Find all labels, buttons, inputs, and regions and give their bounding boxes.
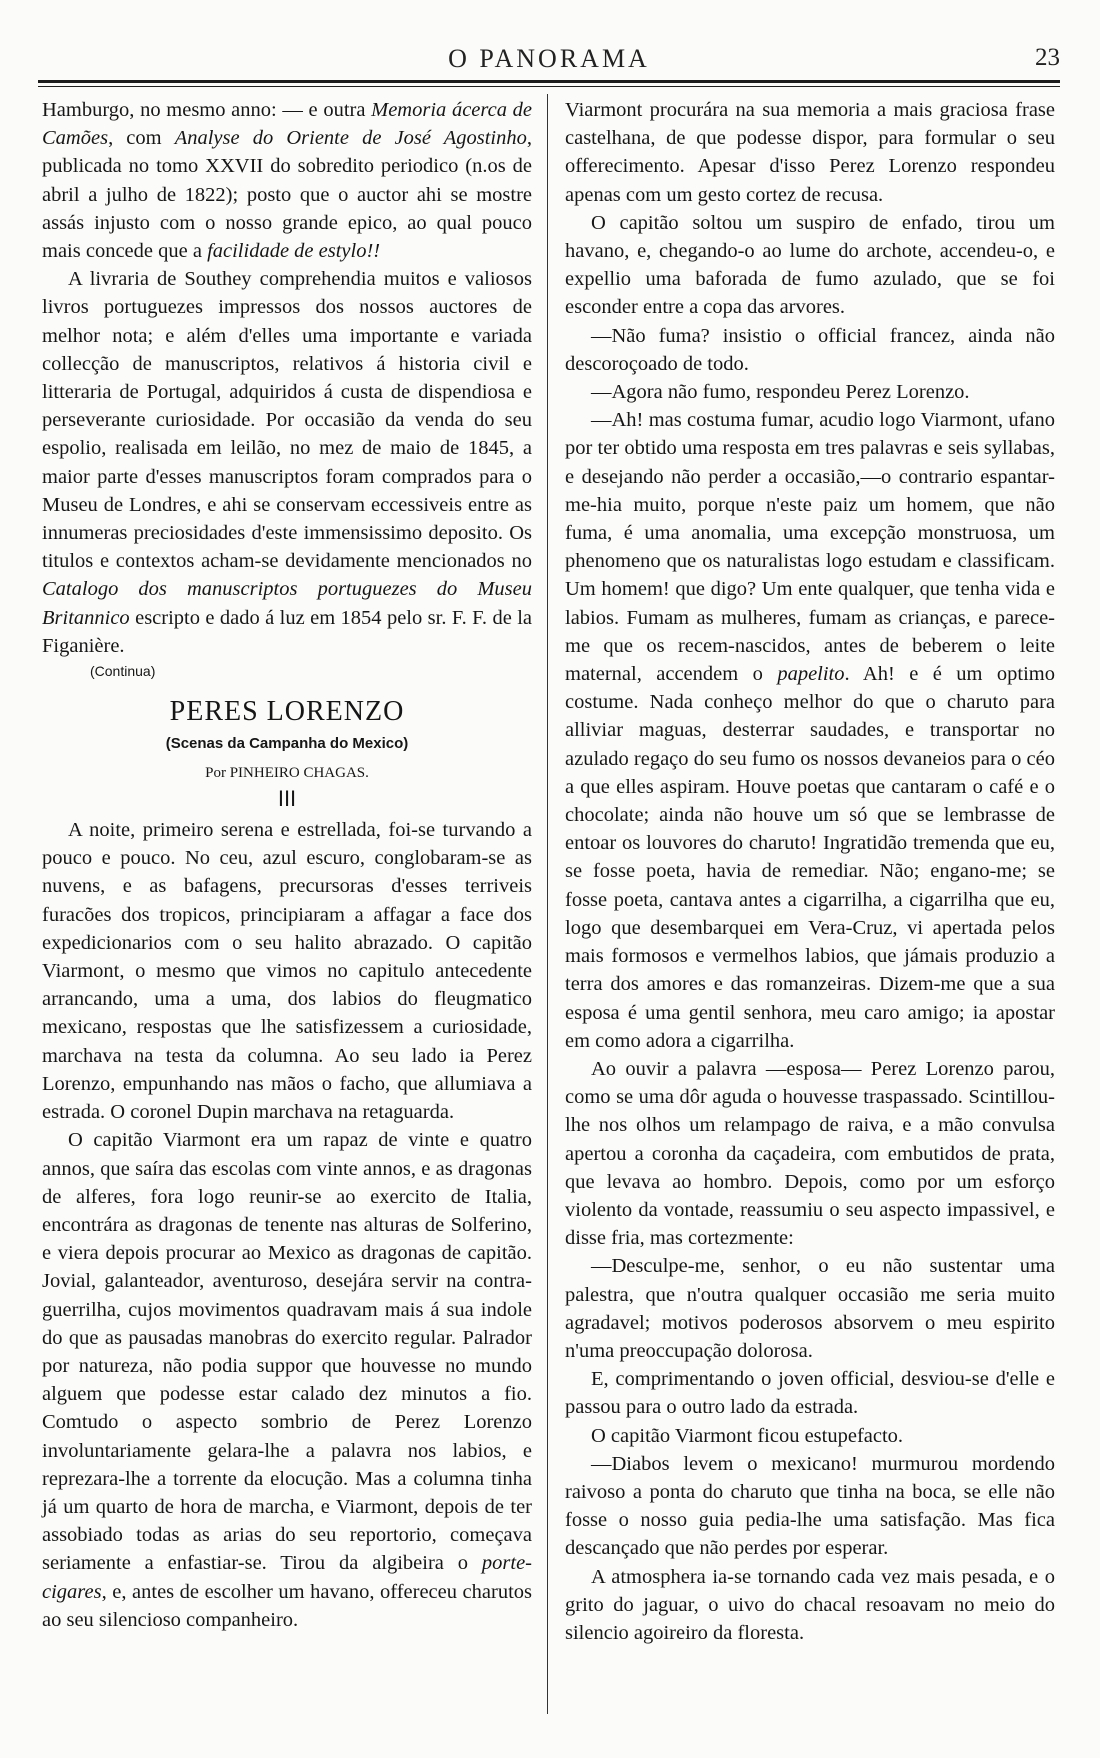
italic-title: Analyse do Oriente de José Agostinho	[174, 127, 527, 150]
column-divider	[547, 94, 548, 1714]
italic-word: papelito	[777, 663, 845, 686]
article-author: Por PINHEIRO CHAGAS.	[205, 765, 369, 782]
paragraph: Hamburgo, no mesmo anno: — e outra Memoria ácerca de Camões, com Analyse do Oriente de José Agostinho, publicada no tomo XXVII do sobredito periodico (n.os de abril a julho de 1822); posto que o auctor ahi se mostre assás injusto com o nosso grande epico, ao qual pouco mais concede que a facilidade de estylo!!	[42, 99, 532, 263]
paragraph: —Diabos levem o mexicano! murmurou mordendo raivoso a ponta do charuto que tinha na boca, se elle não fosse o nosso guia pedia-lhe uma satisfação. Mas fica descançado que não perdes por esperar.	[565, 1452, 1055, 1560]
page-header	[38, 38, 1060, 78]
page-number: 23	[1035, 44, 1060, 71]
paragraph: A livraria de Southey comprehendia muitos e valiosos livros portuguezes impressos dos nossos auctores de melhor nota; e além d'elles uma importante e variada collecção de manuscriptos, relativos á historia civil e litteraria de Portugal, adquiridos á custa de dispendiosa e perseverante curiosidade. Por occasião da venda do seu espolio, realisada em leilão, no mez de maio de 1845, a maior parte d'esses manuscriptos foram comprados para o Museu de Londres, e ahi se conservam eccessiveis entre as innumeras preciosidades d'este immensissimo deposito. Os titulos e contextos acham-se devidamente mencionados no Catalogo dos manuscriptos portuguezes do Museu Britannico escripto e dado á luz em 1854 pelo sr. F. F. de la Figanière.	[42, 268, 532, 657]
paragraph: —Não fuma? insistio o official francez, ainda não descoroçoado de todo.	[565, 324, 1055, 375]
paragraph: —Agora não fumo, respondeu Perez Lorenzo.	[591, 381, 970, 404]
paragraph: O capitão soltou um suspiro de enfado, tirou um havano, e, chegando-o ao lume do archote, accendeu-o, e expellio uma baforada de fumo azulado, que se foi esconder entre a copa das arvores.	[565, 211, 1055, 319]
left-column	[42, 96, 532, 1716]
paragraph: —Desculpe-me, senhor, o eu não sustentar uma palestra, que n'outra qualquer occasião me seria muito agradavel; motivos poderosos absorvem o meu espirito n'uma preoccupação dolorosa.	[565, 1255, 1055, 1362]
italic-phrase: facilidade de estylo!!	[207, 240, 381, 263]
article-subtitle: (Scenas da Campanha do Mexico)	[165, 735, 409, 753]
paragraph: O capitão Viarmont era um rapaz de vinte e quatro annos, que saíra das escolas com vinte annos, e as dragonas de alferes, fora logo reunir-se ao exercito de Italia, encontrára as dragonas de tenente nas alturas de Solferino, e viera depois procurar ao Mexico as dragonas de capitão. Jovial, galanteador, aventuroso, desejára servir na contra-guerrilha, cujos movimentos quadravam mais á sua indole do que as pausadas manobras do exercito regular. Palrador por natureza, não podia suppor que houvesse no mundo alguem que podesse estar calado dez minutos a fio. Comtudo o aspecto sombrio de Perez Lorenzo involuntariamente gelara-lhe a palavra nos labios, e reprezara-lhe a torrente da elocução. Mas a columna tinha já um quarto de hora de marcha, e Viarmont, depois de ter assobiado todas as arias do seu reportorio, começava seriamente a enfastiar-se. Tirou da algibeira o porte-cigares, e, antes de escolher um havano, offereceu charutos ao seu silencioso companheiro.	[42, 1129, 532, 1631]
header-rule-thin	[38, 86, 1060, 87]
italic-title: Memoria ácerca de Camões	[42, 99, 532, 150]
italic-phrase: porte-cigares	[42, 1552, 532, 1603]
paragraph: O capitão Viarmont ficou estupefacto.	[591, 1424, 904, 1447]
paragraph: A noite, primeiro serena e estrellada, foi-se turvando a pouco e pouco. No ceu, azul escuro, conglobaram-se as nuvens, e as bafagens, precursoras d'esses terriveis furacões dos tropicos, principiaram a affagar a face dos expedicionarios com o seu halito abrazado. O capitão Viarmont, o mesmo que vimos no capitulo antecedente arrancando, uma a uma, dos labios do fleugmatico mexicano, respostas que lhe satisfizessem a curiosidade, marchava na testa da columna. Ao seu lado ia Perez Lorenzo, empunhando nas mãos o facho, que allumiava a estrada. O coronel Dupin marchava na retaguarda.	[42, 819, 532, 1124]
periodical-title: O PANORAMA	[448, 44, 650, 73]
paragraph: Viarmont procurára na sua memoria a mais graciosa frase castelhana, de que podesse dispor, para formular o seu offerecimento. Apesar d'isso Perez Lorenzo respondeu apenas com um gesto cortez de recusa.	[565, 99, 1055, 206]
continued-note: (Continua)	[90, 663, 156, 680]
paragraph: A atmosphera ia-se tornando cada vez mais pesada, e o grito do jaguar, o uivo do chacal resoavam no meio do silencio agoireiro da floresta.	[565, 1565, 1055, 1644]
chapter-number: III	[277, 786, 297, 812]
paragraph: E, comprimentando o joven official, desviou-se d'elle e passou para o outro lado da estrada.	[565, 1368, 1055, 1419]
paragraph: Ao ouvir a palavra —esposa— Perez Lorenzo parou, como se uma dôr aguda o houvesse traspassado. Scintillou-lhe nos olhos um relampago de raiva, e a mão convulsa apertou a coronha da caçadeira, com embutidos de prata, que levava ao hombro. Depois, como por um esforço violento da vontade, reassumiu o seu aspecto impassivel, e disse fria, mas cortezmente:	[565, 1057, 1055, 1250]
italic-title: Catalogo dos manuscriptos portuguezes do Museu Britannico	[42, 578, 532, 629]
header-rule-thick	[38, 80, 1060, 83]
right-column	[565, 96, 1055, 1716]
paragraph: —Ah! mas costuma fumar, acudio logo Viarmont, ufano por ter obtido uma resposta em tres palavras e seis syllabas, e desejando não perder a occasião,—o contrario espantar-me-hia muito, porque n'este paiz um homem, que não fuma, é uma anomalia, uma excepção monstruosa, um phenomeno que os naturalistas logo estudam e classificam. Um homem! que digo? Um ente qualquer, que tenha vida e labios. Fumam as mulheres, fumam as crianças, e parece-me que os recem-nascidos, antes de beberem o leite maternal, accendem o papelito. Ah! e é um optimo costume. Nada conheço melhor do que o charuto para alliviar maguas, desterrar saudades, e transportar no azulado regaço do seu fumo os nossos devaneios para o céo a que elles aspiram. Houve poetas que cantaram o café e o chocolate; ainda não houve um só que se lembrasse de entoar os louvores do charuto! Ingratidão tremenda que eu, se fosse poeta, havia de remediar. Não; engano-me; se fosse poeta, cantava antes a cigarrilha, a cigarrilha que eu, logo que desembarquei em Vera-Cruz, vi apertada pelos mais formosos e vermelhos labios, que jámais produzio a terra dos amores e das romanzeiras. Dizem-me que a sua esposa é uma gentil senhora, meu caro amigo; ia apostar em como adora a cigarrilha.	[565, 409, 1055, 1052]
article-title: PERES LORENZO	[169, 696, 405, 728]
